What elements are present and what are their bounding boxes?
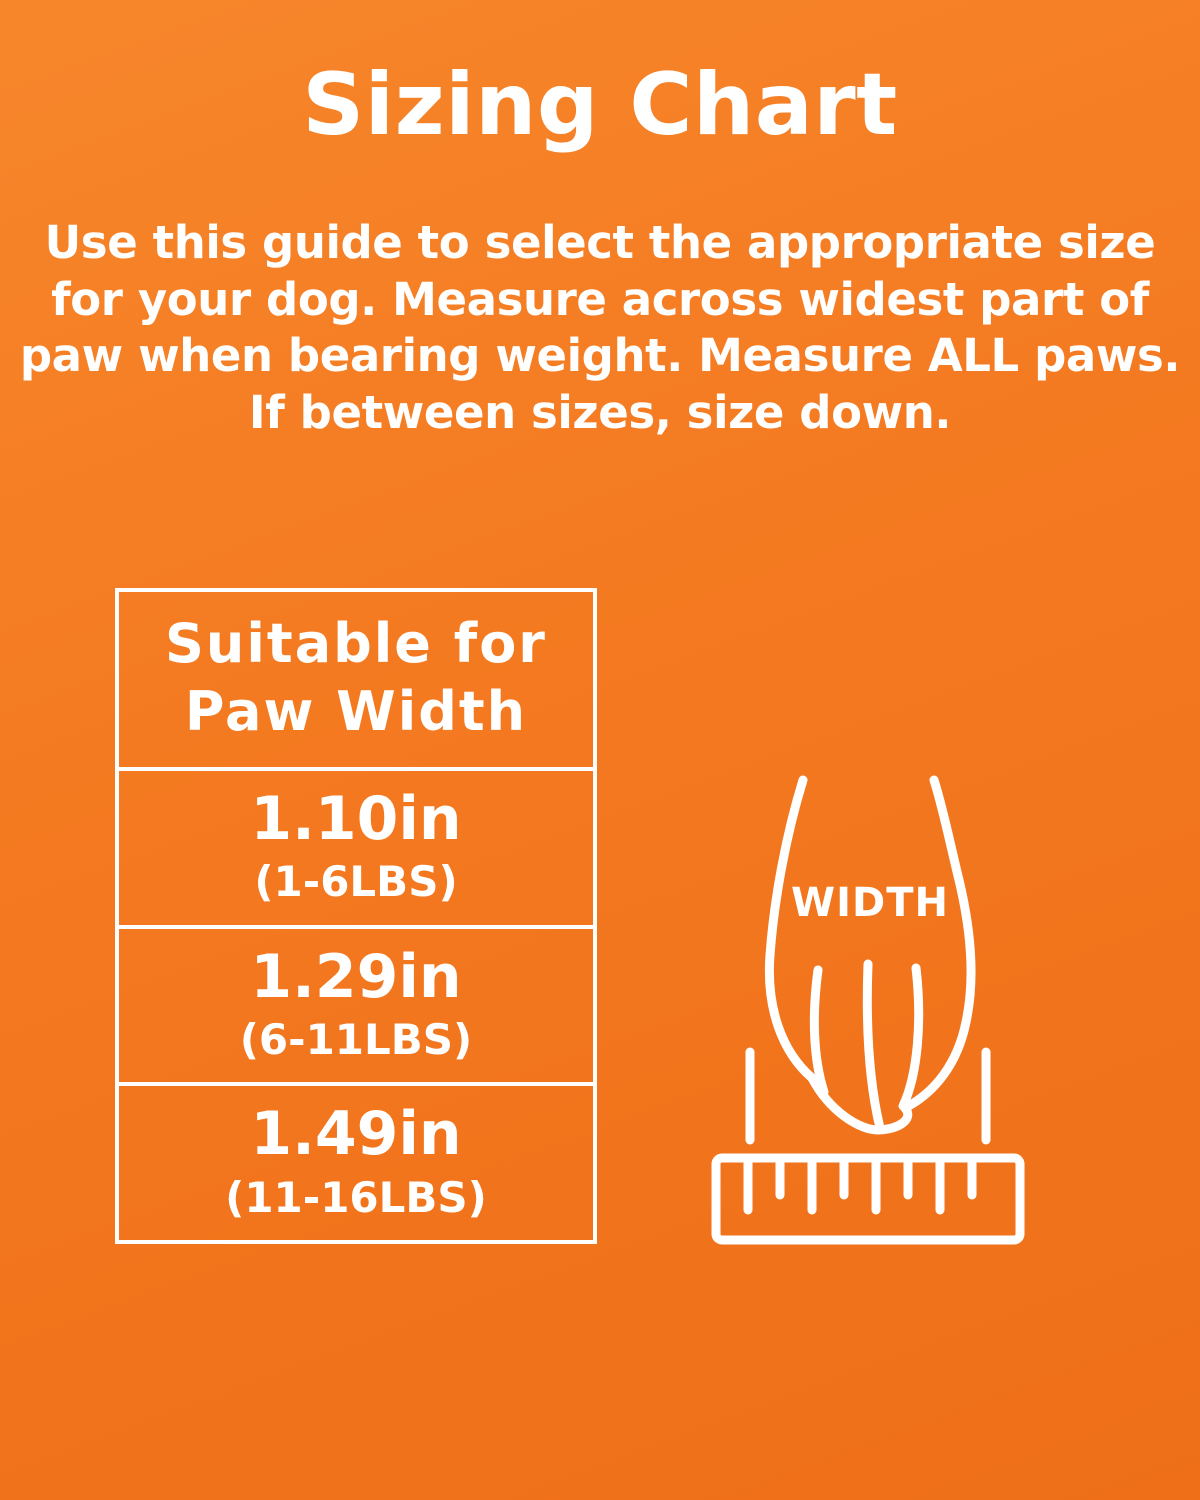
width-label: WIDTH bbox=[791, 880, 949, 926]
paw-measurement-icon bbox=[700, 740, 1040, 1300]
weight-range-value: (1-6LBS) bbox=[254, 857, 458, 907]
table-row bbox=[119, 771, 593, 929]
weight-range-value: (6-11LBS) bbox=[239, 1014, 473, 1064]
table-header-row bbox=[119, 592, 593, 771]
weight-range-value: (11-16LBS) bbox=[225, 1172, 487, 1222]
paw-width-value: 1.10in bbox=[250, 784, 462, 854]
paw-width-size-table bbox=[115, 588, 597, 1244]
table-header-line-2: Paw Width bbox=[184, 679, 528, 743]
paw-width-value: 1.49in bbox=[250, 1099, 462, 1170]
table-header-line-1: Suitable for bbox=[165, 612, 547, 675]
table-row bbox=[119, 1086, 593, 1240]
page-title: Sizing Chart bbox=[302, 55, 898, 155]
table-row bbox=[119, 929, 593, 1087]
instructions-text: Use this guide to select the appropriate size for your dog. Measure across widest part of paw when bearing weight. Measure ALL paws. If between sizes, size down. bbox=[19, 216, 1181, 440]
paw-width-value: 1.29in bbox=[250, 941, 462, 1012]
